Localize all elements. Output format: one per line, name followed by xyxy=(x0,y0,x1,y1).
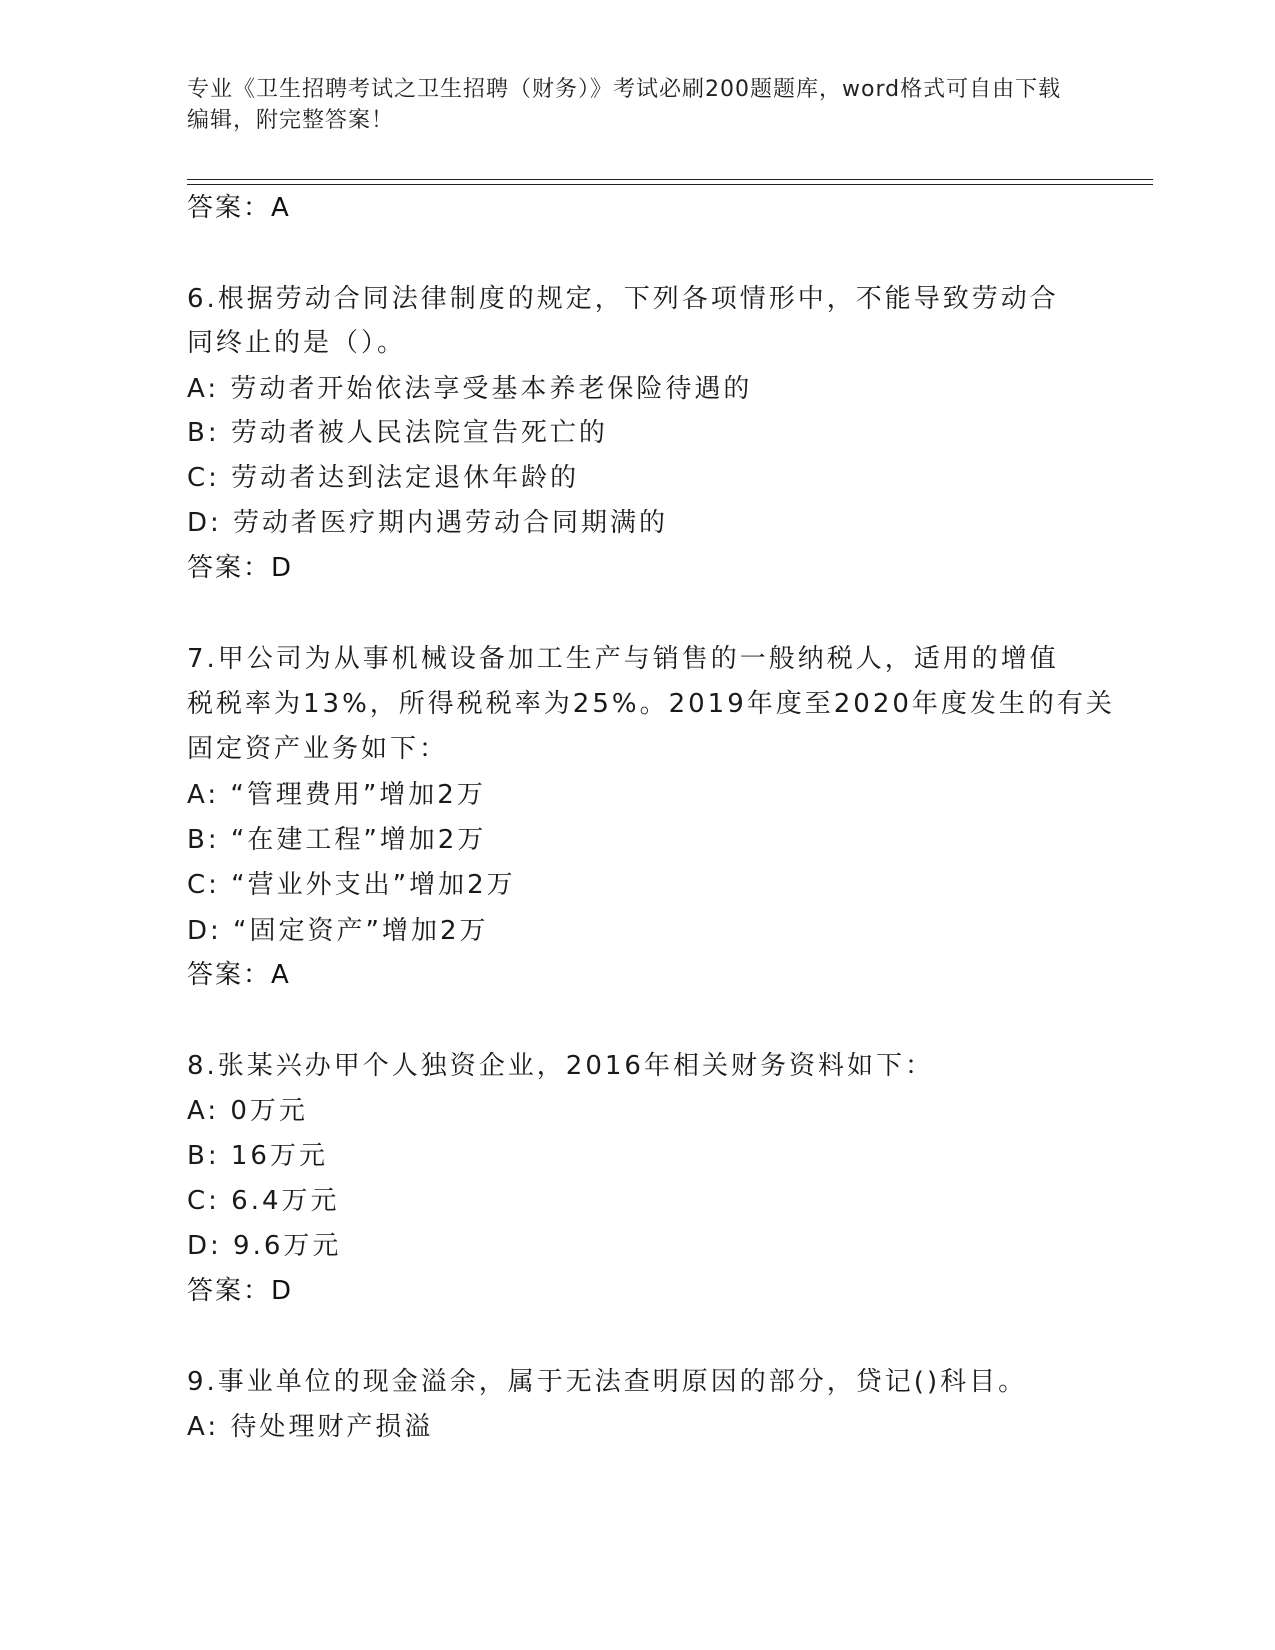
question-7-text-cont-2: 固定资产业务如下： xyxy=(187,734,449,764)
question-7-option-c: C: “营业外支出”增加2万 xyxy=(187,870,516,900)
question-8-option-d: D: 9.6万元 xyxy=(187,1231,342,1261)
question-8-text: 8.张某兴办甲个人独资企业，2016年相关财务资料如下： xyxy=(187,1051,934,1081)
question-9-text: 9.事业单位的现金溢余，属于无法查明原因的部分，贷记()科目。 xyxy=(187,1367,1028,1397)
question-9-option-a: A: 待处理财产损溢 xyxy=(187,1412,434,1442)
question-6-text-cont: 同终止的是（）。 xyxy=(187,328,407,358)
question-7-option-d: D: “固定资产”增加2万 xyxy=(187,916,489,946)
header-rule-bottom xyxy=(187,184,1153,185)
question-6-option-d: D: 劳动者医疗期内遇劳动合同期满的 xyxy=(187,508,669,538)
question-6-option-b: B: 劳动者被人民法院宣告死亡的 xyxy=(187,418,608,448)
question-6-text: 6.根据劳动合同法律制度的规定，下列各项情形中，不能导致劳动合 xyxy=(187,284,1059,314)
question-6-option-c: C: 劳动者达到法定退休年龄的 xyxy=(187,463,580,493)
question-8-option-b: B: 16万元 xyxy=(187,1141,328,1171)
document-header: 专业《卫生招聘考试之卫生招聘（财务）》考试必刷200题题库，word格式可自由下载编辑，附完整答案！ xyxy=(187,77,1062,133)
question-8-option-c: C: 6.4万元 xyxy=(187,1186,340,1216)
question-7-text-cont-1: 税税率为13%，所得税税率为25%。2019年度至2020年度发生的有关 xyxy=(187,689,1115,719)
header-rule-top xyxy=(187,179,1153,180)
answer-q8: 答案：D xyxy=(187,1276,294,1306)
question-8-option-a: A: 0万元 xyxy=(187,1096,308,1126)
question-7-option-a: A: “管理费用”增加2万 xyxy=(187,780,486,810)
answer-q6: 答案：D xyxy=(187,553,294,583)
question-7-text: 7.甲公司为从事机械设备加工生产与销售的一般纳税人，适用的增值 xyxy=(187,644,1059,674)
answer-q5: 答案：A xyxy=(187,193,291,223)
question-6-option-a: A: 劳动者开始依法享受基本养老保险待遇的 xyxy=(187,374,753,404)
answer-q7: 答案：A xyxy=(187,960,291,990)
question-7-option-b: B: “在建工程”增加2万 xyxy=(187,825,487,855)
